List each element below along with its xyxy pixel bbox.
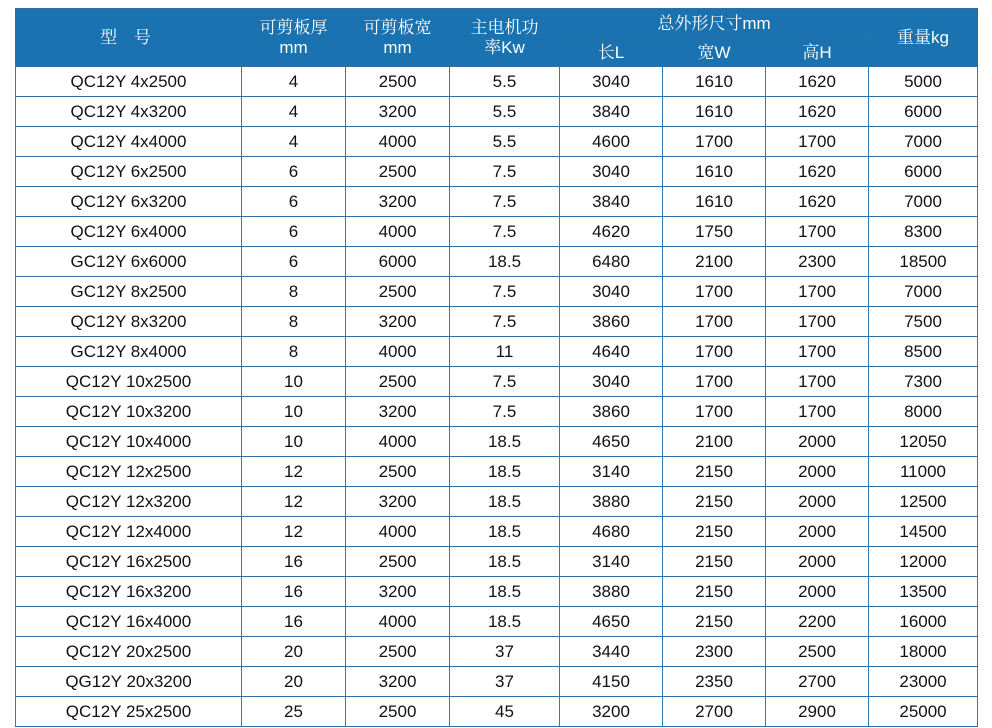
table-cell: 8 xyxy=(242,307,346,337)
table-cell: 16 xyxy=(242,577,346,607)
table-cell: 2150 xyxy=(663,487,766,517)
table-cell: 12 xyxy=(242,517,346,547)
table-cell: 3040 xyxy=(560,67,663,97)
table-row xyxy=(16,667,978,697)
table-cell: 4650 xyxy=(560,607,663,637)
table-cell: QG12Y 20x3200 xyxy=(16,667,242,697)
table-cell: 4000 xyxy=(346,427,450,457)
table-row xyxy=(16,277,978,307)
column-header-width: 宽W xyxy=(663,39,766,67)
table-cell: 7.5 xyxy=(450,277,560,307)
table-cell: 1700 xyxy=(663,277,766,307)
table-cell: 3200 xyxy=(346,307,450,337)
table-cell: 16 xyxy=(242,547,346,577)
table-cell: 5.5 xyxy=(450,127,560,157)
table-cell: 4640 xyxy=(560,337,663,367)
table-cell: 3200 xyxy=(346,577,450,607)
table-cell: 6000 xyxy=(346,247,450,277)
table-cell: 1700 xyxy=(663,307,766,337)
column-header-motor-power: 主电机功 率Kw xyxy=(450,9,560,67)
table-cell: 2150 xyxy=(663,547,766,577)
column-header-plate-width: 可剪板宽 mm xyxy=(346,9,450,67)
table-cell: 6 xyxy=(242,157,346,187)
table-row xyxy=(16,247,978,277)
table-cell: 18.5 xyxy=(450,247,560,277)
table-cell: QC12Y 12x2500 xyxy=(16,457,242,487)
table-cell: 4 xyxy=(242,127,346,157)
table-cell: 3440 xyxy=(560,637,663,667)
table-cell: 1700 xyxy=(766,217,869,247)
table-cell: 8000 xyxy=(869,397,978,427)
table-cell: 4680 xyxy=(560,517,663,547)
table-cell: 6000 xyxy=(869,97,978,127)
table-cell: GC12Y 8x4000 xyxy=(16,337,242,367)
column-header-weight: 重量kg xyxy=(869,9,978,67)
table-cell: 10 xyxy=(242,367,346,397)
table-cell: 7.5 xyxy=(450,187,560,217)
table-cell: 6480 xyxy=(560,247,663,277)
header-row-top xyxy=(16,9,978,39)
table-cell: 1700 xyxy=(766,397,869,427)
table-cell: 4000 xyxy=(346,517,450,547)
table-cell: 2500 xyxy=(346,367,450,397)
table-cell: 6 xyxy=(242,187,346,217)
table-cell: 2300 xyxy=(663,637,766,667)
table-cell: 25000 xyxy=(869,697,978,727)
table-row xyxy=(16,457,978,487)
table-cell: 2000 xyxy=(766,457,869,487)
table-cell: QC12Y 12x4000 xyxy=(16,517,242,547)
table-cell: 10 xyxy=(242,397,346,427)
table-cell: 1700 xyxy=(766,277,869,307)
table-cell: 2500 xyxy=(346,697,450,727)
table-cell: 7.5 xyxy=(450,157,560,187)
table-cell: 3200 xyxy=(346,397,450,427)
table-cell: 3200 xyxy=(346,187,450,217)
table-cell: 1620 xyxy=(766,97,869,127)
table-cell: 18.5 xyxy=(450,457,560,487)
table-cell: 16 xyxy=(242,607,346,637)
table-cell: 3860 xyxy=(560,307,663,337)
table-row xyxy=(16,487,978,517)
table-cell: 4000 xyxy=(346,217,450,247)
table-cell: 3880 xyxy=(560,577,663,607)
table-cell: QC12Y 4x4000 xyxy=(16,127,242,157)
column-header-length: 长L xyxy=(560,39,663,67)
table-cell: 2500 xyxy=(346,457,450,487)
table-cell: 13500 xyxy=(869,577,978,607)
table-cell: 4000 xyxy=(346,607,450,637)
table-cell: 25 xyxy=(242,697,346,727)
table-cell: 3140 xyxy=(560,457,663,487)
table-cell: QC12Y 16x4000 xyxy=(16,607,242,637)
table-header xyxy=(16,9,978,67)
table-cell: 1700 xyxy=(663,397,766,427)
table-cell: 3860 xyxy=(560,397,663,427)
table-cell: 1700 xyxy=(766,127,869,157)
table-cell: 3840 xyxy=(560,97,663,127)
table-cell: 1610 xyxy=(663,187,766,217)
table-cell: 2150 xyxy=(663,517,766,547)
table-cell: 7.5 xyxy=(450,217,560,247)
table-cell: 2000 xyxy=(766,577,869,607)
table-cell: 12500 xyxy=(869,487,978,517)
table-cell: 2000 xyxy=(766,427,869,457)
table-row xyxy=(16,607,978,637)
table-cell: 23000 xyxy=(869,667,978,697)
table-row xyxy=(16,307,978,337)
table-cell: 3040 xyxy=(560,277,663,307)
table-cell: 12050 xyxy=(869,427,978,457)
table-cell: 2200 xyxy=(766,607,869,637)
table-cell: 7000 xyxy=(869,277,978,307)
table-cell: 5.5 xyxy=(450,67,560,97)
table-cell: 2700 xyxy=(663,697,766,727)
table-cell: 2100 xyxy=(663,427,766,457)
table-cell: 3200 xyxy=(560,697,663,727)
table-cell: 7.5 xyxy=(450,367,560,397)
table-cell: 1700 xyxy=(663,127,766,157)
table-row xyxy=(16,427,978,457)
table-cell: 5.5 xyxy=(450,97,560,127)
table-cell: 18.5 xyxy=(450,487,560,517)
table-cell: 7500 xyxy=(869,307,978,337)
table-cell: 2150 xyxy=(663,577,766,607)
table-row xyxy=(16,127,978,157)
table-cell: 4600 xyxy=(560,127,663,157)
table-cell: 11000 xyxy=(869,457,978,487)
table-cell: 2350 xyxy=(663,667,766,697)
table-cell: QC12Y 8x3200 xyxy=(16,307,242,337)
table-cell: GC12Y 8x2500 xyxy=(16,277,242,307)
table-cell: 2500 xyxy=(766,637,869,667)
table-cell: 1610 xyxy=(663,67,766,97)
table-cell: 2300 xyxy=(766,247,869,277)
table-cell: 3840 xyxy=(560,187,663,217)
table-cell: 1620 xyxy=(766,157,869,187)
table-cell: QC12Y 4x3200 xyxy=(16,97,242,127)
column-header-plate-thickness: 可剪板厚 mm xyxy=(242,9,346,67)
table-cell: 4000 xyxy=(346,337,450,367)
table-cell: 1700 xyxy=(663,337,766,367)
table-cell: 1610 xyxy=(663,97,766,127)
table-cell: 12 xyxy=(242,457,346,487)
table-cell: 16000 xyxy=(869,607,978,637)
table-cell: QC12Y 6x3200 xyxy=(16,187,242,217)
table-cell: 1750 xyxy=(663,217,766,247)
table-cell: 37 xyxy=(450,637,560,667)
table-cell: 4 xyxy=(242,67,346,97)
table-row xyxy=(16,697,978,727)
table-cell: 3200 xyxy=(346,97,450,127)
table-cell: 4000 xyxy=(346,127,450,157)
table-cell: 8 xyxy=(242,337,346,367)
table-cell: 3200 xyxy=(346,487,450,517)
table-cell: 10 xyxy=(242,427,346,457)
table-cell: QC12Y 16x2500 xyxy=(16,547,242,577)
table-cell: 2500 xyxy=(346,547,450,577)
table-cell: 3880 xyxy=(560,487,663,517)
table-cell: 2500 xyxy=(346,637,450,667)
table-row xyxy=(16,337,978,367)
table-row xyxy=(16,577,978,607)
table-cell: QC12Y 12x3200 xyxy=(16,487,242,517)
column-header-overall-dimensions: 总外形尺寸mm xyxy=(560,9,869,39)
table-cell: 1610 xyxy=(663,157,766,187)
table-cell: 6 xyxy=(242,217,346,247)
table-cell: 1700 xyxy=(663,367,766,397)
table-row xyxy=(16,397,978,427)
table-cell: QC12Y 4x2500 xyxy=(16,67,242,97)
table-row xyxy=(16,187,978,217)
table-cell: 18500 xyxy=(869,247,978,277)
table-cell: 12 xyxy=(242,487,346,517)
table-row xyxy=(16,547,978,577)
specification-table xyxy=(15,8,978,727)
table-cell: 11 xyxy=(450,337,560,367)
table-cell: QC12Y 10x3200 xyxy=(16,397,242,427)
table-cell: 2150 xyxy=(663,457,766,487)
table-row xyxy=(16,637,978,667)
table-cell: QC12Y 25x2500 xyxy=(16,697,242,727)
table-cell: 2900 xyxy=(766,697,869,727)
table-cell: QC12Y 16x3200 xyxy=(16,577,242,607)
table-cell: 1620 xyxy=(766,187,869,217)
table-cell: 20 xyxy=(242,667,346,697)
table-cell: 7000 xyxy=(869,127,978,157)
table-cell: 2000 xyxy=(766,517,869,547)
table-cell: QC12Y 10x2500 xyxy=(16,367,242,397)
table-cell: 1700 xyxy=(766,367,869,397)
table-cell: 12000 xyxy=(869,547,978,577)
table-cell: 20 xyxy=(242,637,346,667)
table-cell: 3140 xyxy=(560,547,663,577)
table-cell: 2500 xyxy=(346,157,450,187)
table-cell: QC12Y 6x4000 xyxy=(16,217,242,247)
table-cell: 8300 xyxy=(869,217,978,247)
table-cell: 7.5 xyxy=(450,397,560,427)
table-cell: 8500 xyxy=(869,337,978,367)
table-cell: 18.5 xyxy=(450,607,560,637)
table-cell: 6 xyxy=(242,247,346,277)
table-row xyxy=(16,517,978,547)
table-cell: 18.5 xyxy=(450,577,560,607)
table-row xyxy=(16,217,978,247)
table-cell: QC12Y 10x4000 xyxy=(16,427,242,457)
table-cell: 3200 xyxy=(346,667,450,697)
table-cell: 18000 xyxy=(869,637,978,667)
column-header-height: 高H xyxy=(766,39,869,67)
table-cell: 4150 xyxy=(560,667,663,697)
table-cell: 7.5 xyxy=(450,307,560,337)
table-cell: 18.5 xyxy=(450,547,560,577)
table-cell: 1700 xyxy=(766,307,869,337)
table-cell: 2000 xyxy=(766,487,869,517)
table-cell: QC12Y 6x2500 xyxy=(16,157,242,187)
table-cell: 2500 xyxy=(346,277,450,307)
table-cell: 2700 xyxy=(766,667,869,697)
table-cell: 4 xyxy=(242,97,346,127)
table-row xyxy=(16,367,978,397)
table-cell: 45 xyxy=(450,697,560,727)
table-cell: 18.5 xyxy=(450,517,560,547)
table-cell: 2100 xyxy=(663,247,766,277)
table-cell: 4620 xyxy=(560,217,663,247)
table-row xyxy=(16,97,978,127)
table-cell: 5000 xyxy=(869,67,978,97)
table-cell: 6000 xyxy=(869,157,978,187)
table-row xyxy=(16,157,978,187)
table-cell: 1700 xyxy=(766,337,869,367)
table-cell: 3040 xyxy=(560,157,663,187)
table-cell: 7000 xyxy=(869,187,978,217)
column-header-model: 型 号 xyxy=(16,9,242,67)
table-cell: 7300 xyxy=(869,367,978,397)
table-cell: 3040 xyxy=(560,367,663,397)
table-cell: 37 xyxy=(450,667,560,697)
table-cell: 1620 xyxy=(766,67,869,97)
table-cell: 14500 xyxy=(869,517,978,547)
table-cell: QC12Y 20x2500 xyxy=(16,637,242,667)
table-cell: GC12Y 6x6000 xyxy=(16,247,242,277)
table-cell: 8 xyxy=(242,277,346,307)
table-row xyxy=(16,67,978,97)
table-cell: 4650 xyxy=(560,427,663,457)
table-body xyxy=(16,67,978,727)
table-cell: 18.5 xyxy=(450,427,560,457)
table-cell: 2150 xyxy=(663,607,766,637)
table-cell: 2000 xyxy=(766,547,869,577)
table-cell: 2500 xyxy=(346,67,450,97)
